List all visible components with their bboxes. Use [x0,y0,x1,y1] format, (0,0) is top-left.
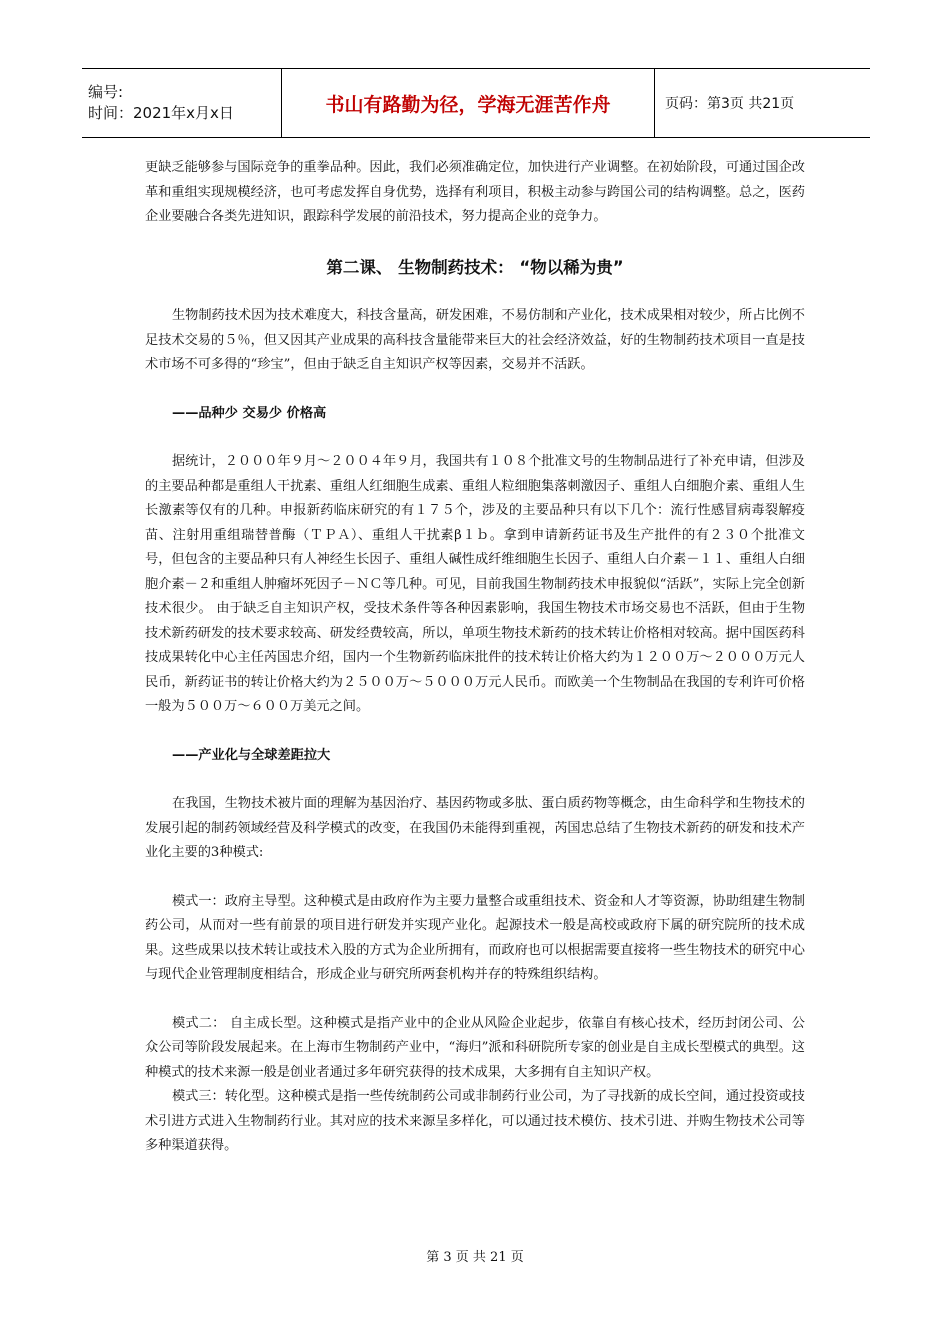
section2-paragraph: 在我国，生物技术被片面的理解为基因治疗、基因药物或多肽、蛋白质药物等概念，由生命科学和生物技术的发展引起的制药领域经营及科学模式的改变，在我国仍未能得到重视，芮国忠总结了生物技术新药的研发和技术产业化主要的3种模式: [145,796,805,860]
header-meta [82,69,282,137]
intro-paragraph: 更缺乏能够参与国际竞争的重拳品种。因此，我们必须准确定位，加快进行产业调整。在初始阶段，可通过国企改革和重组实现规模经济，也可考虑发挥自身优势，选择有利项目，积极主动参与跨国公司的结构调整。总之，医药企业要融合各类先进知识，跟踪科学发展的前沿技术，努力提高企业的竞争力。 [145,160,805,224]
section2-heading: ——产业化与全球差距拉大 [172,747,331,763]
lesson-paragraph: 生物制药技术因为技术难度大，科技含量高，研发困难，不易仿制和产业化，技术成果相对较少，所占比例不足技术交易的５％，但又因其产业成果的高科技含量能带来巨大的社会经济效益，好的生物制药技术项目一直是技术市场不可多得的“珍宝”，但由于缺乏自主知识产权等因素，交易并不活跃。 [145,308,805,372]
header-motto: 书山有路勤为径，学海无涯苦作舟 [325,93,611,116]
mode3-paragraph: 模式三：转化型。这种模式是指一些传统制药公司或非制药行业公司，为了寻找新的成长空间，通过投资或技术引进方式进入生物制药行业。其对应的技术来源呈多样化，可以通过技术模仿、技术引进、并购生物技术公司等多种渠道获得。 [145,1089,805,1153]
page-header [82,68,870,138]
document-body [145,156,805,1159]
section1-paragraph: 据统计，２０００年９月～２００４年９月，我国共有１０８个批准文号的生物制品进行了补充申请，但涉及的主要品种都是重组人干扰素、重组人红细胞生成素、重组人粒细胞集落刺激因子、重组人白细胞介素、重组人生长激素等仅有的几种。申报新药临床研究的有１７５个，涉及的主要品种只有以下几个：流行性感冒病毒裂解疫苗、注射用重组瑞替普酶（ＴＰＡ）、重组人干扰素β１ｂ。拿到申请新药证书及生产批件的有２３０个批准文号，但包含的主要品种只有人神经生长因子、重组人碱性成纤维细胞生长因子、重组人白介素－１１、重组人白细胞介素－２和重组人肿瘤坏死因子－ＮＣ等几种。可见，目前我国生物制药技术申报貌似“活跃”，实际上完全创新技术很少。 由于缺乏自主知识产权，受技术条件等各种因素影响，我国生物技术市场交易也不活跃，但由于生物技术新药研发的技术要求较高、研发经费较高，所以，单项生物技术新药的技术转让价格相对较高。据中国医药科技成果转化中心主任芮国忠介绍，国内一个生物新药临床批件的技术转让价格大约为１２００万～２０００万元人民币，新药证书的转让价格大约为２５００万～５０００万元人民币。而欧美一个生物制品在我国的专利许可价格一般为５００万～６００万美元之间。 [145,454,805,714]
page-footer: 第 3 页 共 21 页 [426,1250,524,1265]
document-number-label: 编号: [88,83,124,101]
mode2-paragraph: 模式二： 自主成长型。这种模式是指产业中的企业从风险企业起步，依靠自有核心技术，经历封闭公司、公众公司等阶段发展起来。在上海市生物制药产业中，“海归”派和科研院所专家的创业是自主成长型模式的典型。这种模式的技术来源一般是创业者通过多年研究获得的技术成果，大多拥有自主知识产权。 [145,1015,805,1080]
lesson-title: 第二课、 生物制药技术： “物以稀为贵” [326,257,624,277]
document-time-label: 时间：2021年x月x日 [88,104,234,122]
header-motto-cell [282,69,655,137]
section1-heading: ——品种少 交易少 价格高 [172,405,327,421]
header-page-info: 页码：第3页 共21页 [665,96,795,112]
mode1-paragraph: 模式一：政府主导型。这种模式是由政府作为主要力量整合或重组技术、资金和人才等资源，协助组建生物制药公司，从而对一些有前景的项目进行研发并实现产业化。起源技术一般是高校或政府下属的研究院所的技术成果。这些成果以技术转让或技术入股的方式为企业所拥有，而政府也可以根据需要直接将一些生物技术的研究中心与现代企业管理制度相结合，形成企业与研究所两套机构并存的特殊组织结构。 [145,893,805,982]
